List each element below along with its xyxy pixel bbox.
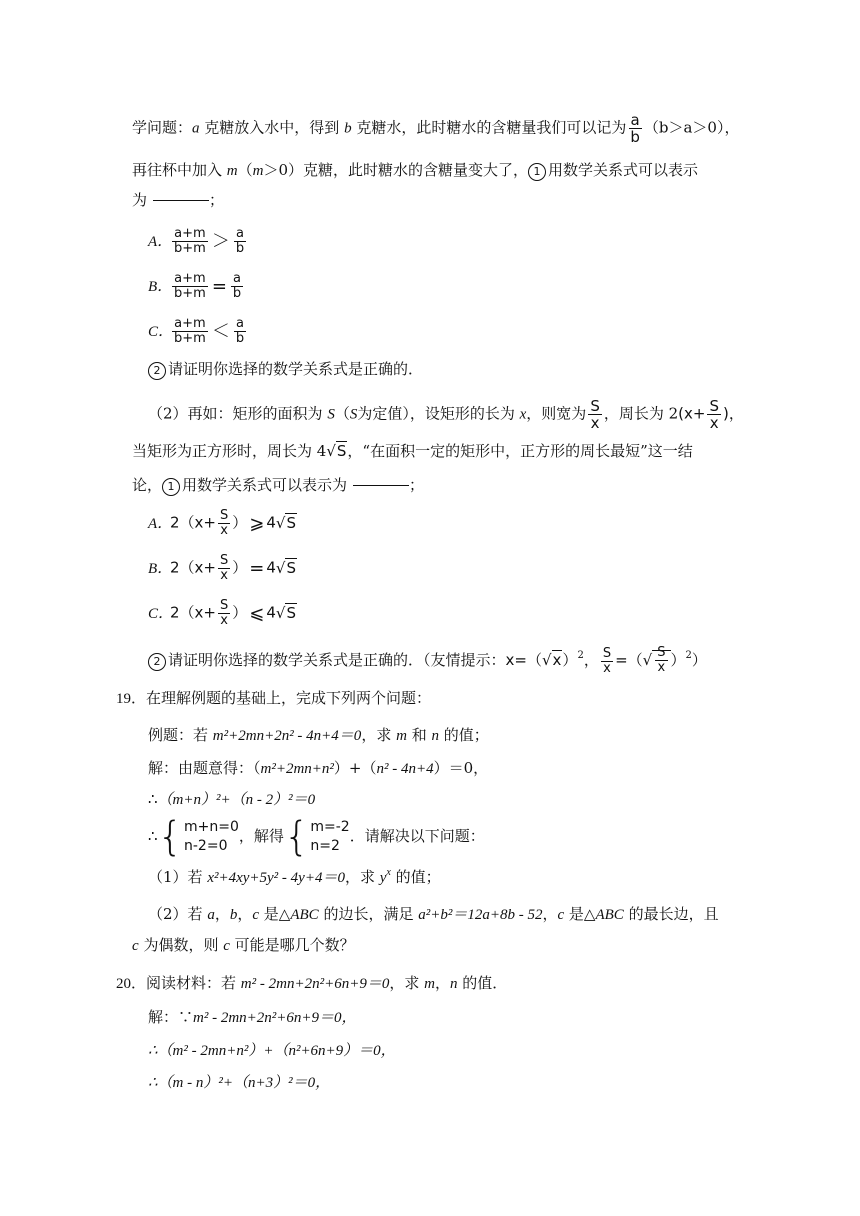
expr: m²+2mn+n² xyxy=(260,761,334,777)
expr: 2（x+ xyxy=(170,513,216,532)
triangle: ABC xyxy=(290,907,319,923)
text: 可能是哪几个数？ xyxy=(229,936,355,954)
fraction: $\frac{a+m}{b+m}$ xyxy=(174,226,206,256)
sqrt-s: √S xyxy=(275,513,297,532)
fraction: $\frac{a+m}{b+m}$ xyxy=(174,271,206,301)
q20-solution-3 xyxy=(148,1071,330,1094)
text: ，“在面积一定的矩形中，正方形的周长最短”这一结 xyxy=(347,442,693,460)
q19-title xyxy=(116,687,431,710)
text: 请证明你选择的数学关系式是正确的．（友情提示： xyxy=(168,651,506,669)
option-label: B． xyxy=(148,560,173,577)
var-m: m xyxy=(396,728,407,744)
q19-part-1 xyxy=(148,866,441,889)
hint-power: 2 xyxy=(577,650,584,661)
circled-number: 2 xyxy=(148,362,166,380)
question-number: 19． xyxy=(116,691,147,707)
circled-number: 2 xyxy=(148,653,166,671)
part2-line-1: （2）再如：矩形的面积为 S（S为定值），设矩形的长为 x，则宽为 $\frac{S}{x}$ ，周长为 2(x+ $\frac{S}{x}$ )， xyxy=(148,397,744,432)
text: 论， xyxy=(132,476,163,494)
text: ，则宽为 xyxy=(526,404,587,423)
text: 请证明你选择的数学关系式是正确的． xyxy=(168,360,424,378)
relation: ⩾ xyxy=(249,512,265,534)
text: 为定值），设矩形的长为 xyxy=(357,404,520,423)
q19-solution-2 xyxy=(148,788,315,811)
text: ； xyxy=(209,191,225,209)
text: （ xyxy=(237,161,253,179)
equation: m² - 2mn+2n²+6n+9＝0， xyxy=(193,1010,357,1026)
var-n: n xyxy=(449,976,458,992)
text: （1）若 xyxy=(148,868,208,886)
q20-solution-2 xyxy=(148,1039,396,1062)
hint: ） xyxy=(691,651,707,669)
fraction: $\frac{a}{b}$ xyxy=(232,271,242,301)
text: 的值； xyxy=(438,726,489,744)
text: 解：由题意得：（ xyxy=(148,759,261,777)
var-c: c xyxy=(132,938,139,954)
fraction: $\frac{a}{b}$ xyxy=(235,226,245,256)
prev-line-1 xyxy=(132,112,739,145)
text: ，求 xyxy=(344,868,380,886)
var-a: a xyxy=(207,907,215,923)
var-x: x xyxy=(519,406,527,423)
q19-solution-1 xyxy=(148,757,488,780)
prev-option-a xyxy=(148,227,248,256)
var-m: m xyxy=(424,976,435,992)
rhs: 4 xyxy=(266,558,276,577)
circled-number: 1 xyxy=(162,478,180,496)
text: ，解得 xyxy=(238,827,284,845)
expr: 2（x+ xyxy=(170,558,216,577)
part2-prove-line xyxy=(148,646,707,676)
q20-title xyxy=(116,972,507,995)
text: 为偶数，则 xyxy=(138,936,224,954)
var-c: c xyxy=(557,907,565,923)
relation: ⩽ xyxy=(249,602,265,624)
text: 是△ xyxy=(564,905,596,923)
q20-solution-1 xyxy=(148,1006,357,1029)
fraction: $\frac{S}{x}$ xyxy=(220,508,229,538)
sqrt-s: √S xyxy=(326,442,347,460)
hint: ） xyxy=(670,651,686,669)
fraction: $\frac{a+m}{b+m}$ xyxy=(174,316,206,346)
text: （2）再如：矩形的面积为 xyxy=(148,404,328,423)
equation-system: { m=-2 n=2 xyxy=(283,814,350,860)
text: ，周长为 2 xyxy=(603,404,679,423)
text: ．请解决以下问题： xyxy=(349,827,485,845)
text: ， xyxy=(237,905,253,923)
equation: a²+b²＝12a+8b - 52 xyxy=(418,907,543,923)
text: ， xyxy=(214,905,230,923)
part2-option-b xyxy=(148,554,297,583)
text: （2）若 xyxy=(148,905,208,923)
text: 用数学关系式可以表示为 xyxy=(182,476,348,494)
fraction-s-over-x: $\frac{S}{x}$ xyxy=(590,397,600,432)
var-s: S xyxy=(327,406,335,423)
fraction-a-over-b: $\frac{a}{b}$ xyxy=(630,111,640,146)
expr: 2（x+ xyxy=(170,603,216,622)
part2-line-3 xyxy=(132,474,424,496)
equation: ∴（m - n）²+（n+3）²＝0， xyxy=(148,1075,331,1091)
text: 的值． xyxy=(457,974,508,992)
var-y: y xyxy=(379,870,387,886)
prev-option-c xyxy=(148,317,248,346)
rhs: 4 xyxy=(266,603,276,622)
text: ）+（ xyxy=(333,759,377,777)
text: 和 xyxy=(406,726,432,744)
var-b: b xyxy=(229,907,238,923)
question-number: 20． xyxy=(116,976,147,992)
var-s: S xyxy=(349,406,358,423)
var-c: c xyxy=(223,938,230,954)
answer-blank xyxy=(353,485,409,486)
hint: =（ xyxy=(615,651,643,669)
sqrt-s: √S xyxy=(275,603,297,622)
expr: ） xyxy=(232,558,248,577)
prev-line-2 xyxy=(132,159,698,182)
q19-solution-3 xyxy=(148,814,485,858)
text: ， xyxy=(434,974,450,992)
relation: = xyxy=(249,557,265,579)
option-label: C． xyxy=(148,323,174,340)
var-m: m xyxy=(252,163,264,179)
condition: （b＞a＞0）， xyxy=(643,118,740,137)
text: ， xyxy=(583,651,599,669)
var-x: x xyxy=(386,867,391,878)
text: ）＝0， xyxy=(433,759,489,777)
equation: m²+2mn+2n² - 4n+4＝0 xyxy=(212,728,362,744)
part2-option-c xyxy=(148,599,297,628)
text: 是△ xyxy=(259,905,291,923)
text: 阅读材料：若 xyxy=(146,974,241,992)
text: （ xyxy=(334,404,350,423)
equation: （m+n）²+（n - 2）²＝0 xyxy=(157,792,316,808)
text: ， xyxy=(542,905,558,923)
text: 克糖放入水中，得到 xyxy=(199,118,345,137)
option-label: B． xyxy=(148,278,173,295)
expr: ） xyxy=(232,513,248,532)
var-c: c xyxy=(252,907,260,923)
part2-line-2 xyxy=(132,440,693,462)
equation: x²+4xy+5y² - 4y+4＝0 xyxy=(207,870,345,886)
equation: m² - 2mn+2n²+6n+9＝0 xyxy=(240,976,390,992)
expr: n² - 4n+4 xyxy=(376,761,434,777)
text: 的值； xyxy=(390,868,441,886)
equation-system: { m+n=0 n-2=0 xyxy=(157,814,239,860)
text: 例题：若 xyxy=(148,726,213,744)
option-label: A． xyxy=(148,233,173,250)
text: ，求 xyxy=(389,974,425,992)
text: ＞0）克糖，此时糖水的含糖量变大了， xyxy=(263,161,529,179)
expr: ） xyxy=(232,603,248,622)
hint-power: 2 xyxy=(685,650,692,661)
fraction: $\frac{S}{x}$ xyxy=(220,598,229,628)
equation: ∴（m² - 2mn+n²）+（n²+6n+9）＝0， xyxy=(148,1043,396,1059)
text: 克糖水，此时糖水的含糖量我们可以记为 xyxy=(351,118,627,137)
part2-option-a xyxy=(148,509,297,538)
therefore: ∴ xyxy=(148,827,158,845)
text: 学问题： xyxy=(132,118,193,137)
sqrt-x: √x xyxy=(541,651,562,669)
var-n: n xyxy=(431,728,439,744)
q19-example xyxy=(148,724,489,747)
q19-part-2 xyxy=(148,903,719,926)
sqrt-frac: √ $\frac{S}{x}$ xyxy=(643,646,671,675)
text: 的边长，满足 xyxy=(318,905,419,923)
text: ，求 xyxy=(361,726,397,744)
text: 用数学关系式可以表示 xyxy=(548,161,699,179)
relation: = xyxy=(211,275,227,297)
fraction: $\frac{S}{x}$ xyxy=(602,645,612,676)
q19-part-2-cont xyxy=(132,934,355,957)
prev-line-3 xyxy=(132,189,224,211)
hint: ） xyxy=(562,651,578,669)
prev-prove-line xyxy=(148,358,423,380)
relation: ＜ xyxy=(211,320,230,342)
fraction-s-over-x: $\frac{S}{x}$ xyxy=(709,397,719,432)
text: 再往杯中加入 xyxy=(132,161,227,179)
var-b: b xyxy=(344,120,352,137)
prev-option-b xyxy=(148,272,245,301)
text: 解：∵ xyxy=(148,1008,194,1026)
fraction: $\frac{a}{b}$ xyxy=(235,316,245,346)
hint: x=（ xyxy=(505,651,542,669)
text: 当矩形为正方形时，周长为 4 xyxy=(132,442,327,460)
triangle: ABC xyxy=(595,907,624,923)
therefore: ∴ xyxy=(148,790,158,808)
text: 为 xyxy=(132,191,148,209)
text: ； xyxy=(409,476,425,494)
var-a: a xyxy=(192,120,200,137)
rhs: 4 xyxy=(266,513,276,532)
var-m: m xyxy=(226,163,238,179)
sqrt-s: √S xyxy=(275,558,297,577)
text: 在理解例题的基础上，完成下列两个问题： xyxy=(146,689,432,707)
text: 的最长边，且 xyxy=(623,905,719,923)
option-label: C． xyxy=(148,605,174,622)
fraction: $\frac{S}{x}$ xyxy=(657,645,666,675)
relation: ＞ xyxy=(211,230,230,252)
fraction: $\frac{S}{x}$ xyxy=(220,553,229,583)
answer-blank xyxy=(153,200,209,201)
option-label: A． xyxy=(148,515,173,532)
circled-number: 1 xyxy=(528,163,546,181)
